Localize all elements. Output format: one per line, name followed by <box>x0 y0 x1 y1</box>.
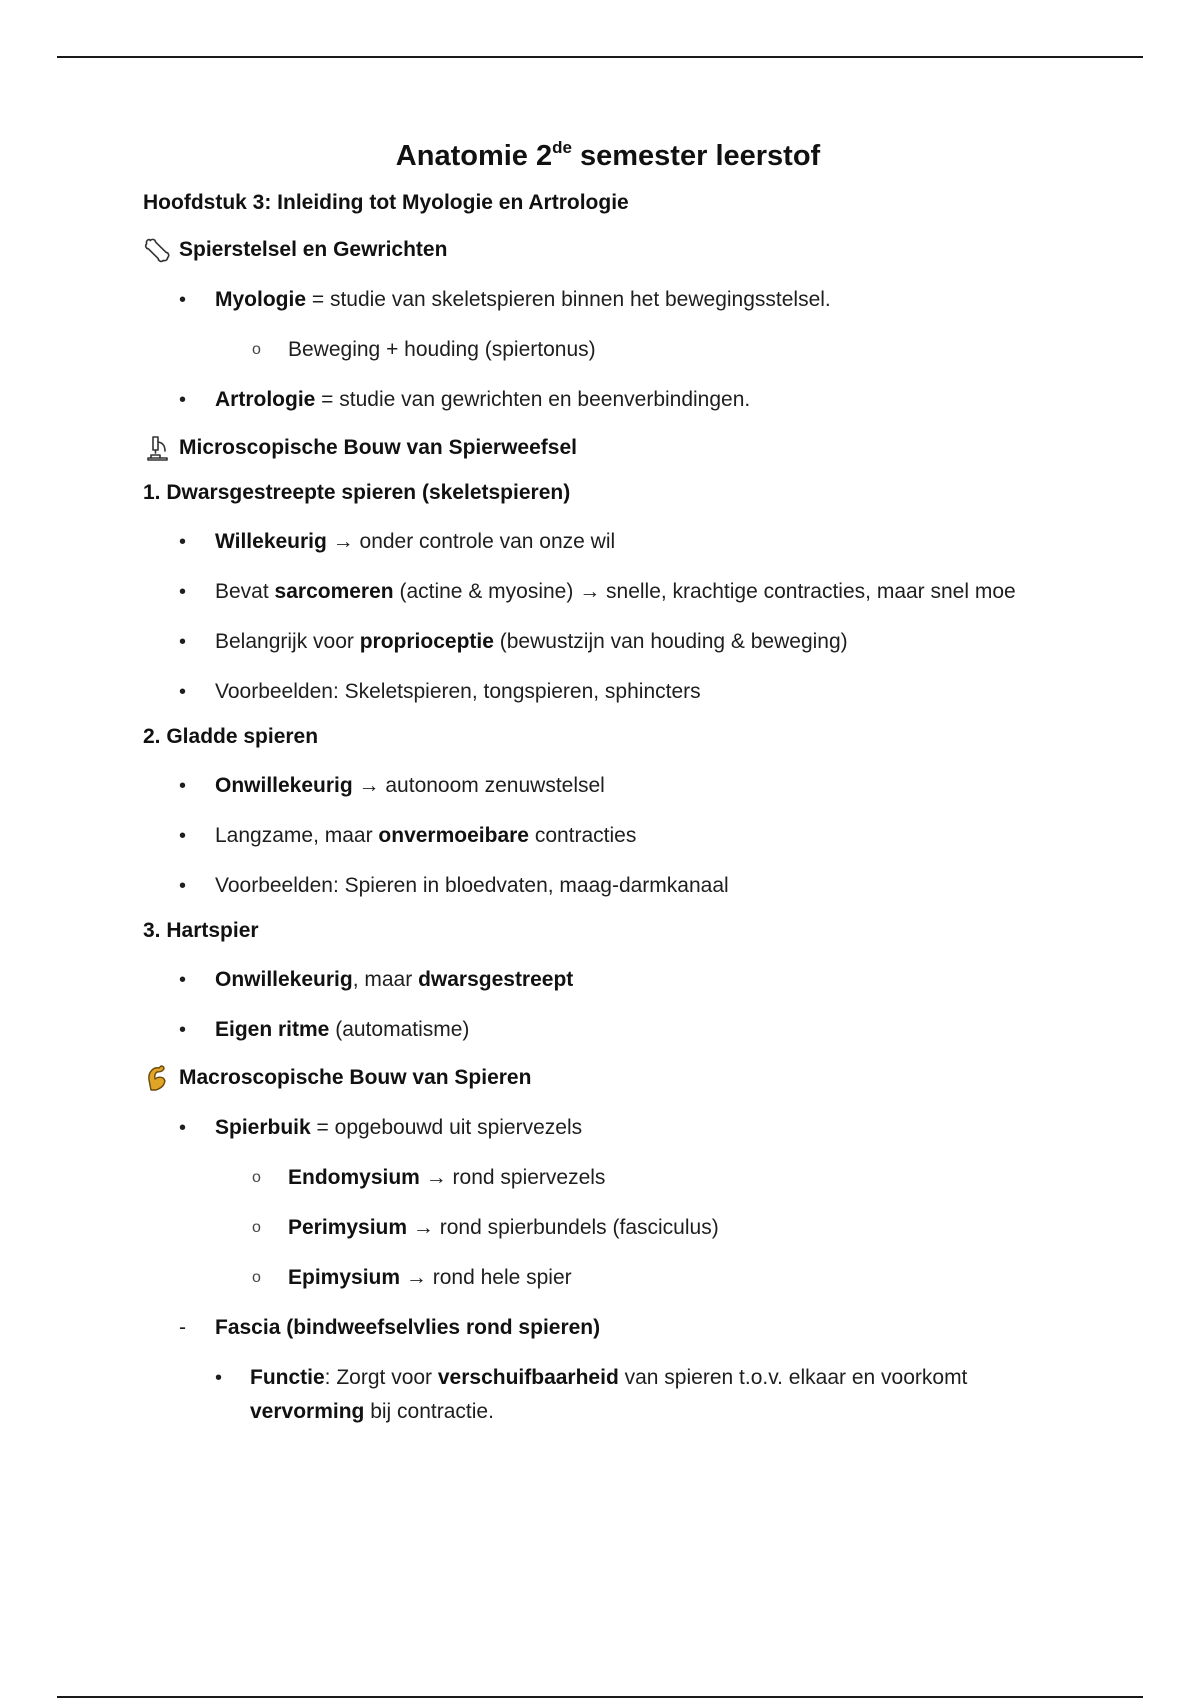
document-page <box>143 138 1073 1445</box>
gladde-spieren-list <box>143 769 1073 903</box>
list-item: • Functie: Zorgt voor verschuifbaarheid van spieren t.o.v. elkaar en voorkomt vervorming bij contractie. <box>143 1361 1073 1429</box>
section-title: Macroscopische Bouw van Spieren <box>179 1066 532 1089</box>
list-item: • Eigen ritme (automatisme) <box>143 1013 1073 1047</box>
section-spierstelsel-heading <box>143 235 1073 265</box>
list-item: • Bevat sarcomeren (actine & myosine) → snelle, krachtige contracties, maar snel moe <box>143 575 1073 609</box>
list-item: • Onwillekeurig, maar dwarsgestreept <box>143 963 1073 997</box>
dwarsgestreept-list <box>143 525 1073 709</box>
section-microscopisch-heading <box>143 433 1073 463</box>
subheading-gladde-spieren: 2. Gladde spieren <box>143 725 319 748</box>
list-item: • Voorbeelden: Skeletspieren, tongspieren, sphincters <box>143 675 1073 709</box>
list-item: - Fascia (bindweefselvlies rond spieren) <box>143 1311 1073 1345</box>
list-item: o Endomysium → rond spiervezels <box>143 1161 1073 1195</box>
list-item: o Beweging + houding (spiertonus) <box>143 333 1073 367</box>
bottom-rule <box>57 1696 1143 1698</box>
list-item: • Voorbeelden: Spieren in bloedvaten, maag-darmkanaal <box>143 869 1073 903</box>
bone-icon <box>143 235 177 265</box>
list-item: • Belangrijk voor proprioceptie (bewustzijn van houding & beweging) <box>143 625 1073 659</box>
subheading-hartspier: 3. Hartspier <box>143 919 259 942</box>
list-item: • Artrologie = studie van gewrichten en beenverbindingen. <box>143 383 1073 417</box>
section-title: Spierstelsel en Gewrichten <box>179 238 448 261</box>
flexed-arm-icon <box>143 1063 177 1093</box>
list-item: • Onwillekeurig → autonoom zenuwstelsel <box>143 769 1073 803</box>
microscope-icon <box>143 433 177 463</box>
section-spierstelsel-list <box>143 283 1073 417</box>
section-macroscopisch-heading <box>143 1063 1073 1093</box>
list-item: • Myologie = studie van skeletspieren binnen het bewegingsstelsel. <box>143 283 1073 317</box>
list-item: • Spierbuik = opgebouwd uit spiervezels <box>143 1111 1073 1145</box>
page-title: Anatomie 2de semester leerstof <box>395 138 821 172</box>
hartspier-list <box>143 963 1073 1047</box>
subheading-dwarsgestreept: 1. Dwarsgestreepte spieren (skeletspieren) <box>143 481 571 504</box>
list-item: o Perimysium → rond spierbundels (fasciculus) <box>143 1211 1073 1245</box>
list-item: o Epimysium → rond hele spier <box>143 1261 1073 1295</box>
top-rule <box>57 56 1143 58</box>
section-title: Microscopische Bouw van Spierweefsel <box>179 436 577 459</box>
list-item: • Willekeurig → onder controle van onze wil <box>143 525 1073 559</box>
macroscopisch-list <box>143 1111 1073 1429</box>
list-item: • Langzame, maar onvermoeibare contracties <box>143 819 1073 853</box>
chapter-heading: Hoofdstuk 3: Inleiding tot Myologie en Artrologie <box>143 191 629 214</box>
